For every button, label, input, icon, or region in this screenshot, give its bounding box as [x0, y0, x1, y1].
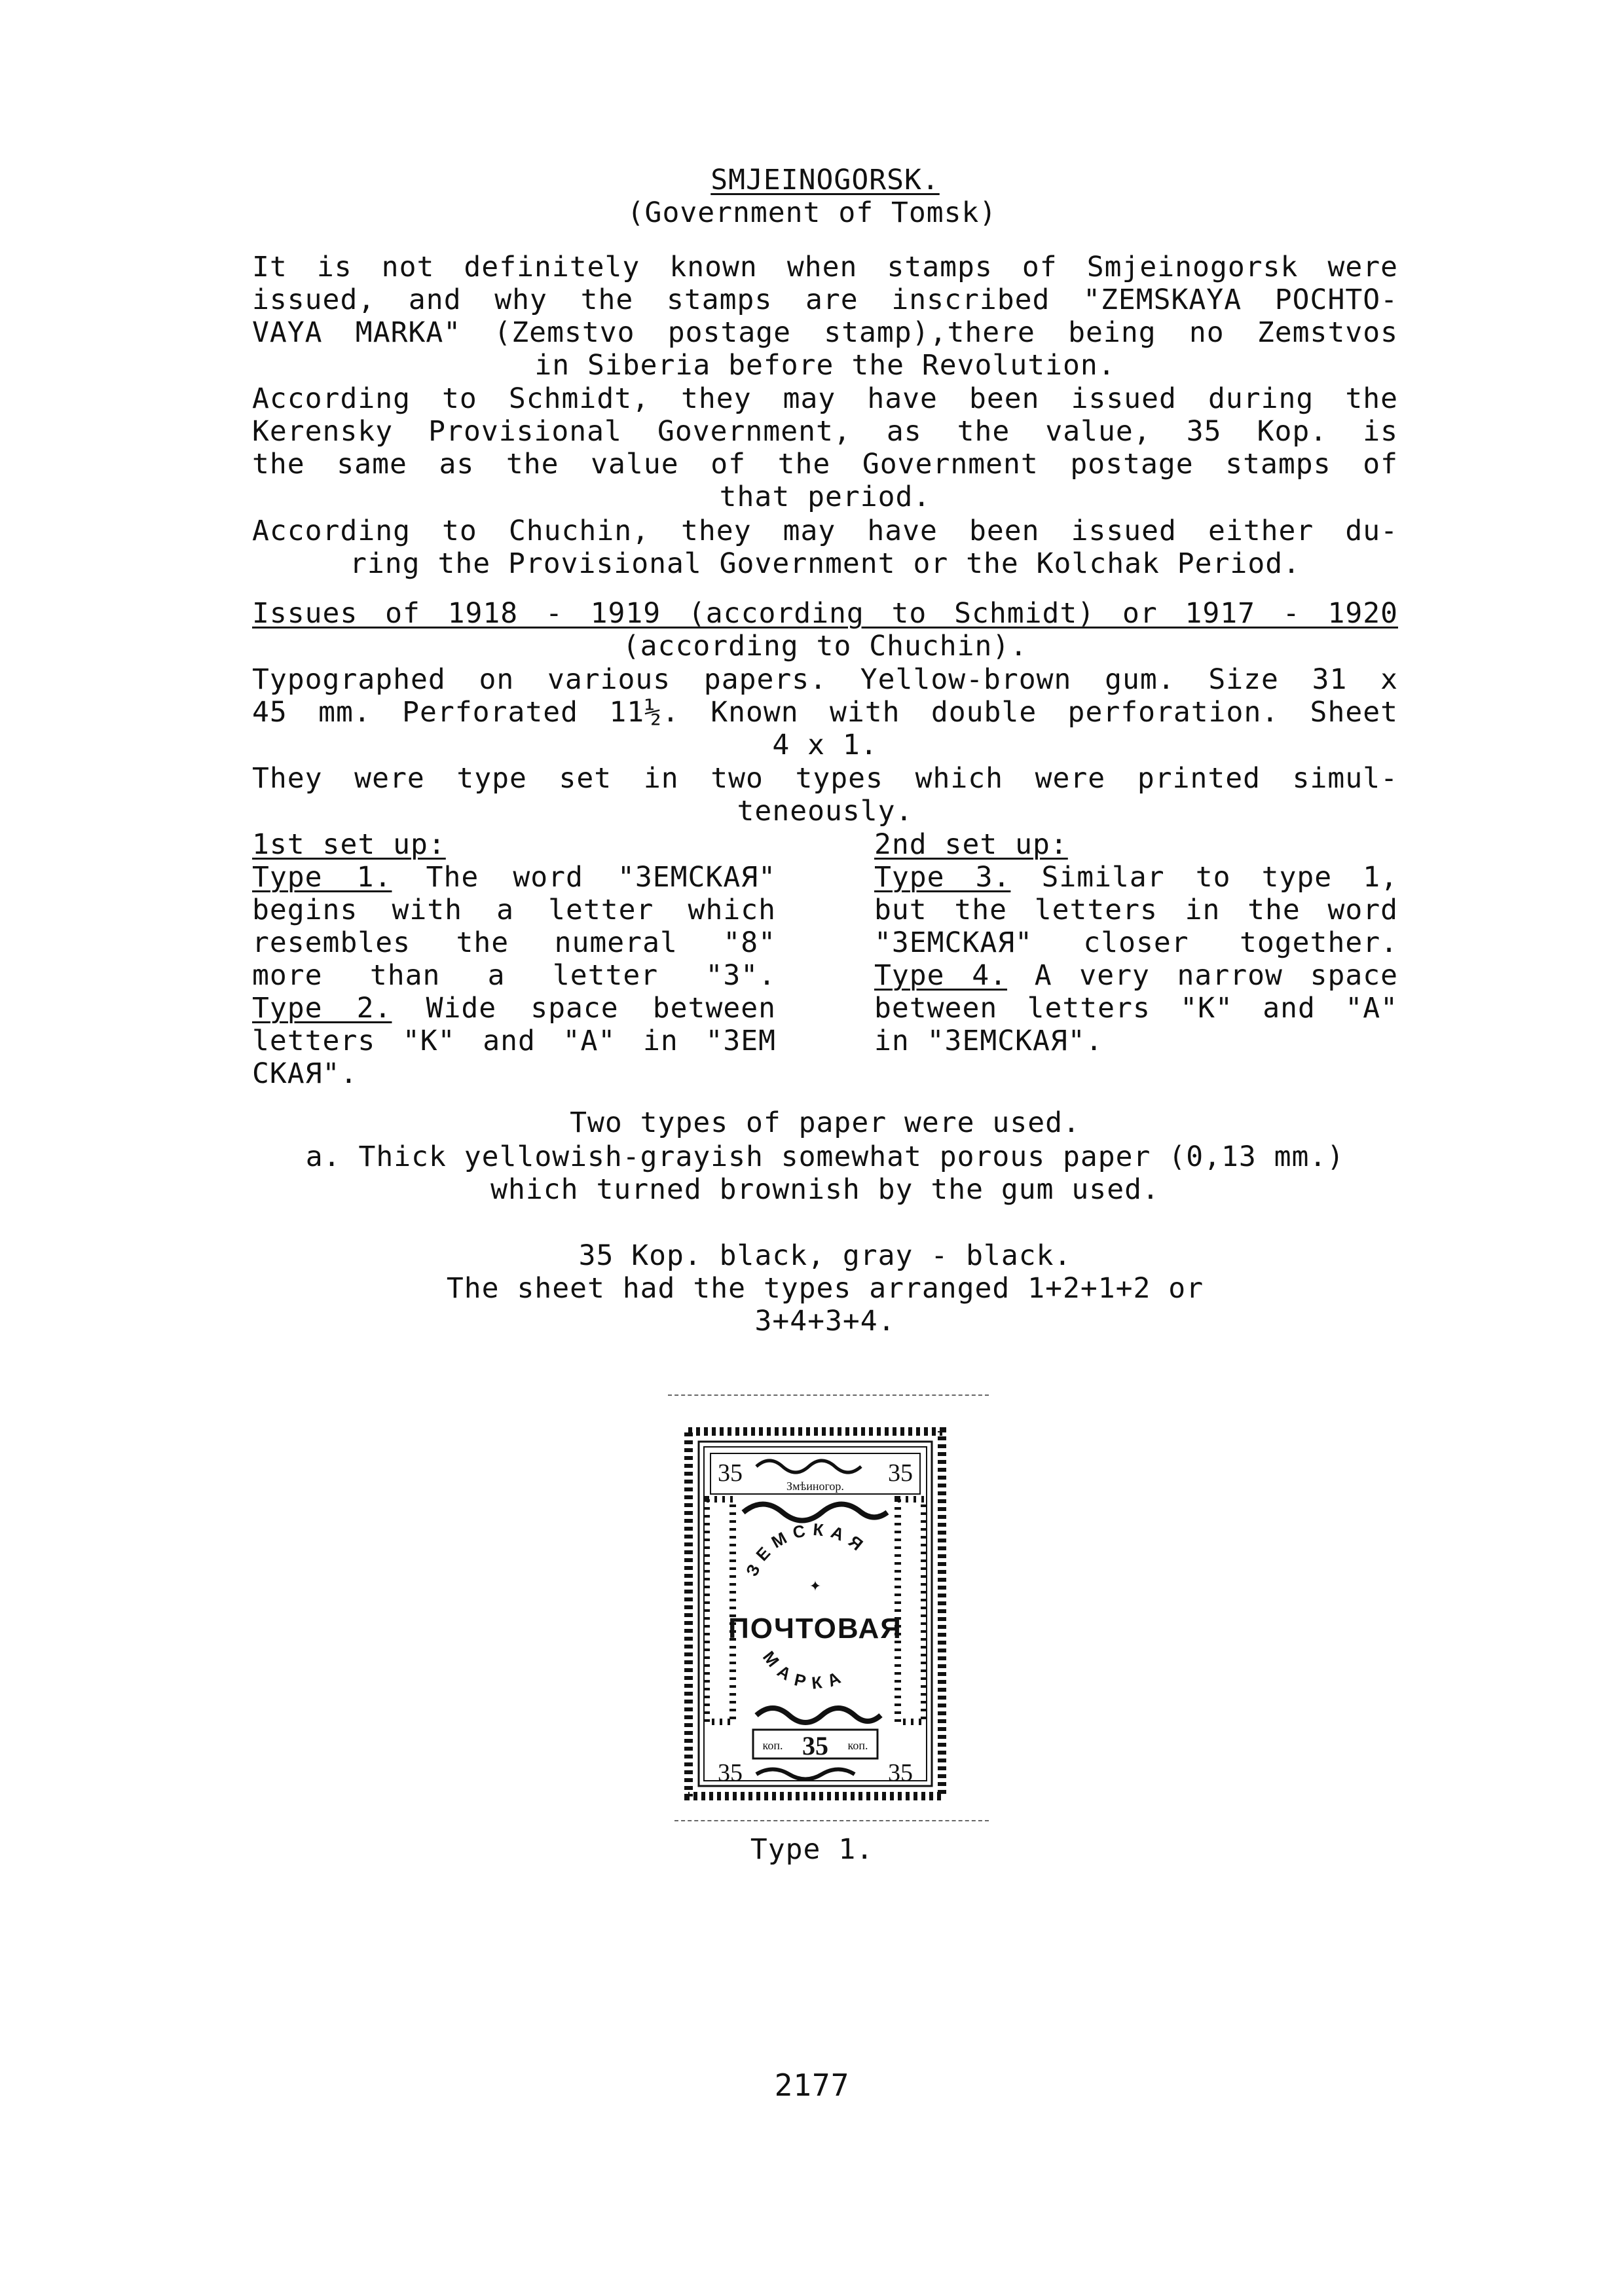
type-label: Type 4. — [874, 959, 1008, 992]
right-col-line: in "ЗЕМСКАЯ". — [874, 1025, 1103, 1057]
para4-line: Typographed on various papers. Yellow-brown gum. Size 31 x — [252, 663, 1398, 696]
issues-heading: Issues of 1918 - 1919 (according to Schmidt) or 1917 - 1920 — [252, 597, 1398, 630]
paper-intro: Two types of paper were used. — [570, 1106, 1080, 1139]
left-col-line: СКАЯ". — [252, 1057, 358, 1090]
page-title: SMJEINOGORSK. — [710, 164, 940, 196]
issues-heading-sub: (according to Chuchin). — [622, 630, 1028, 663]
stamp-kop-right: коп. — [847, 1739, 868, 1752]
right-col-line: but the letters in the word — [874, 894, 1398, 926]
para1-line: It is not definitely known when stamps of Smjeinogorsk were — [252, 251, 1398, 283]
left-col-line: more than a letter "3". — [252, 959, 776, 992]
type-label: Type 1. — [252, 861, 392, 894]
left-col-line: resembles the numeral "8" — [252, 926, 776, 959]
right-col-line: Type 4. A very narrow space — [874, 959, 1399, 992]
right-col-line: "ЗЕМСКАЯ" closer together. — [874, 926, 1398, 959]
paper-a-line: which turned brownish by the gum used. — [490, 1173, 1160, 1206]
para2-line: the same as the value of the Government postage stamps of — [252, 448, 1398, 481]
stamp-kop-left: коп. — [762, 1739, 783, 1752]
right-col-line: Type 3. Similar to type 1, — [874, 861, 1398, 894]
para5-line: They were type set in two types which were printed simul- — [252, 762, 1398, 795]
para2-line: that period. — [719, 481, 931, 513]
para1-line: issued, and why the stamps are inscribed "ZEMSKAYA POCHTO- — [252, 283, 1398, 316]
left-col-line: Type 2. Wide space between — [252, 992, 776, 1025]
value-line: 35 Kop. black, gray - black. — [578, 1239, 1072, 1272]
stamp-bottom-arc: МАРКА — [758, 1647, 851, 1693]
stamp-value-br: 35 — [888, 1759, 913, 1787]
type-label: Type 2. — [252, 992, 392, 1025]
scan-artifact — [674, 1820, 989, 1821]
stamp-image — [684, 1427, 946, 1800]
stamp-star: ✦ — [809, 1578, 822, 1594]
right-col-line: between letters "K" and "A" — [874, 992, 1398, 1025]
stamp-caption: Type 1. — [750, 1833, 874, 1866]
left-col-heading: 1st set up: — [252, 828, 446, 861]
stamp-value-bl: 35 — [718, 1759, 743, 1787]
stamp-value-center: 35 — [802, 1731, 828, 1760]
left-col-line: Type 1. The word "ЗЕМСКАЯ" — [252, 861, 776, 894]
para1-line: in Siberia before the Revolution. — [534, 349, 1116, 382]
stamp-value-tr: 35 — [888, 1459, 913, 1487]
type-label: Type 3. — [874, 861, 1011, 894]
stamp-middle-text: ПОЧТОВАЯ — [728, 1613, 902, 1645]
para3-line: ring the Provisional Government or the Kolchak Period. — [350, 547, 1301, 580]
para4-line: 45 mm. Perforated 11½. Known with double perforation. Sheet — [252, 696, 1398, 729]
left-col-line: begins with a letter which — [252, 894, 776, 926]
stamp-town: Змѣиногор. — [786, 1480, 844, 1493]
scan-artifact — [668, 1394, 989, 1396]
stamp-value-tl: 35 — [718, 1459, 743, 1487]
para1-line: VAYA MARKA" (Zemstvo postage stamp),there being no Zemstvos — [252, 316, 1398, 349]
left-col-line: letters "K" and "A" in "ЗЕМ — [252, 1025, 776, 1057]
value-line: 3+4+3+4. — [754, 1305, 896, 1338]
para3-line: According to Chuchin, they may have been issued either du- — [252, 515, 1398, 547]
stamp-arc-text: ЗЕМСКАЯ — [741, 1519, 872, 1580]
para2-line: Kerensky Provisional Government, as the value, 35 Kop. is — [252, 415, 1398, 448]
para2-line: According to Schmidt, they may have been issued during the — [252, 382, 1398, 415]
paper-a-line: a. Thick yellowish-grayish somewhat porous paper (0,13 mm.) — [305, 1140, 1345, 1173]
value-line: The sheet had the types arranged 1+2+1+2 or — [446, 1272, 1204, 1305]
right-col-heading: 2nd set up: — [874, 828, 1068, 861]
para5-line: teneously. — [737, 795, 913, 828]
page-subtitle: (Government of Tomsk) — [627, 196, 997, 229]
page-number: 2177 — [774, 2068, 850, 2103]
para4-line: 4 x 1. — [772, 729, 878, 761]
